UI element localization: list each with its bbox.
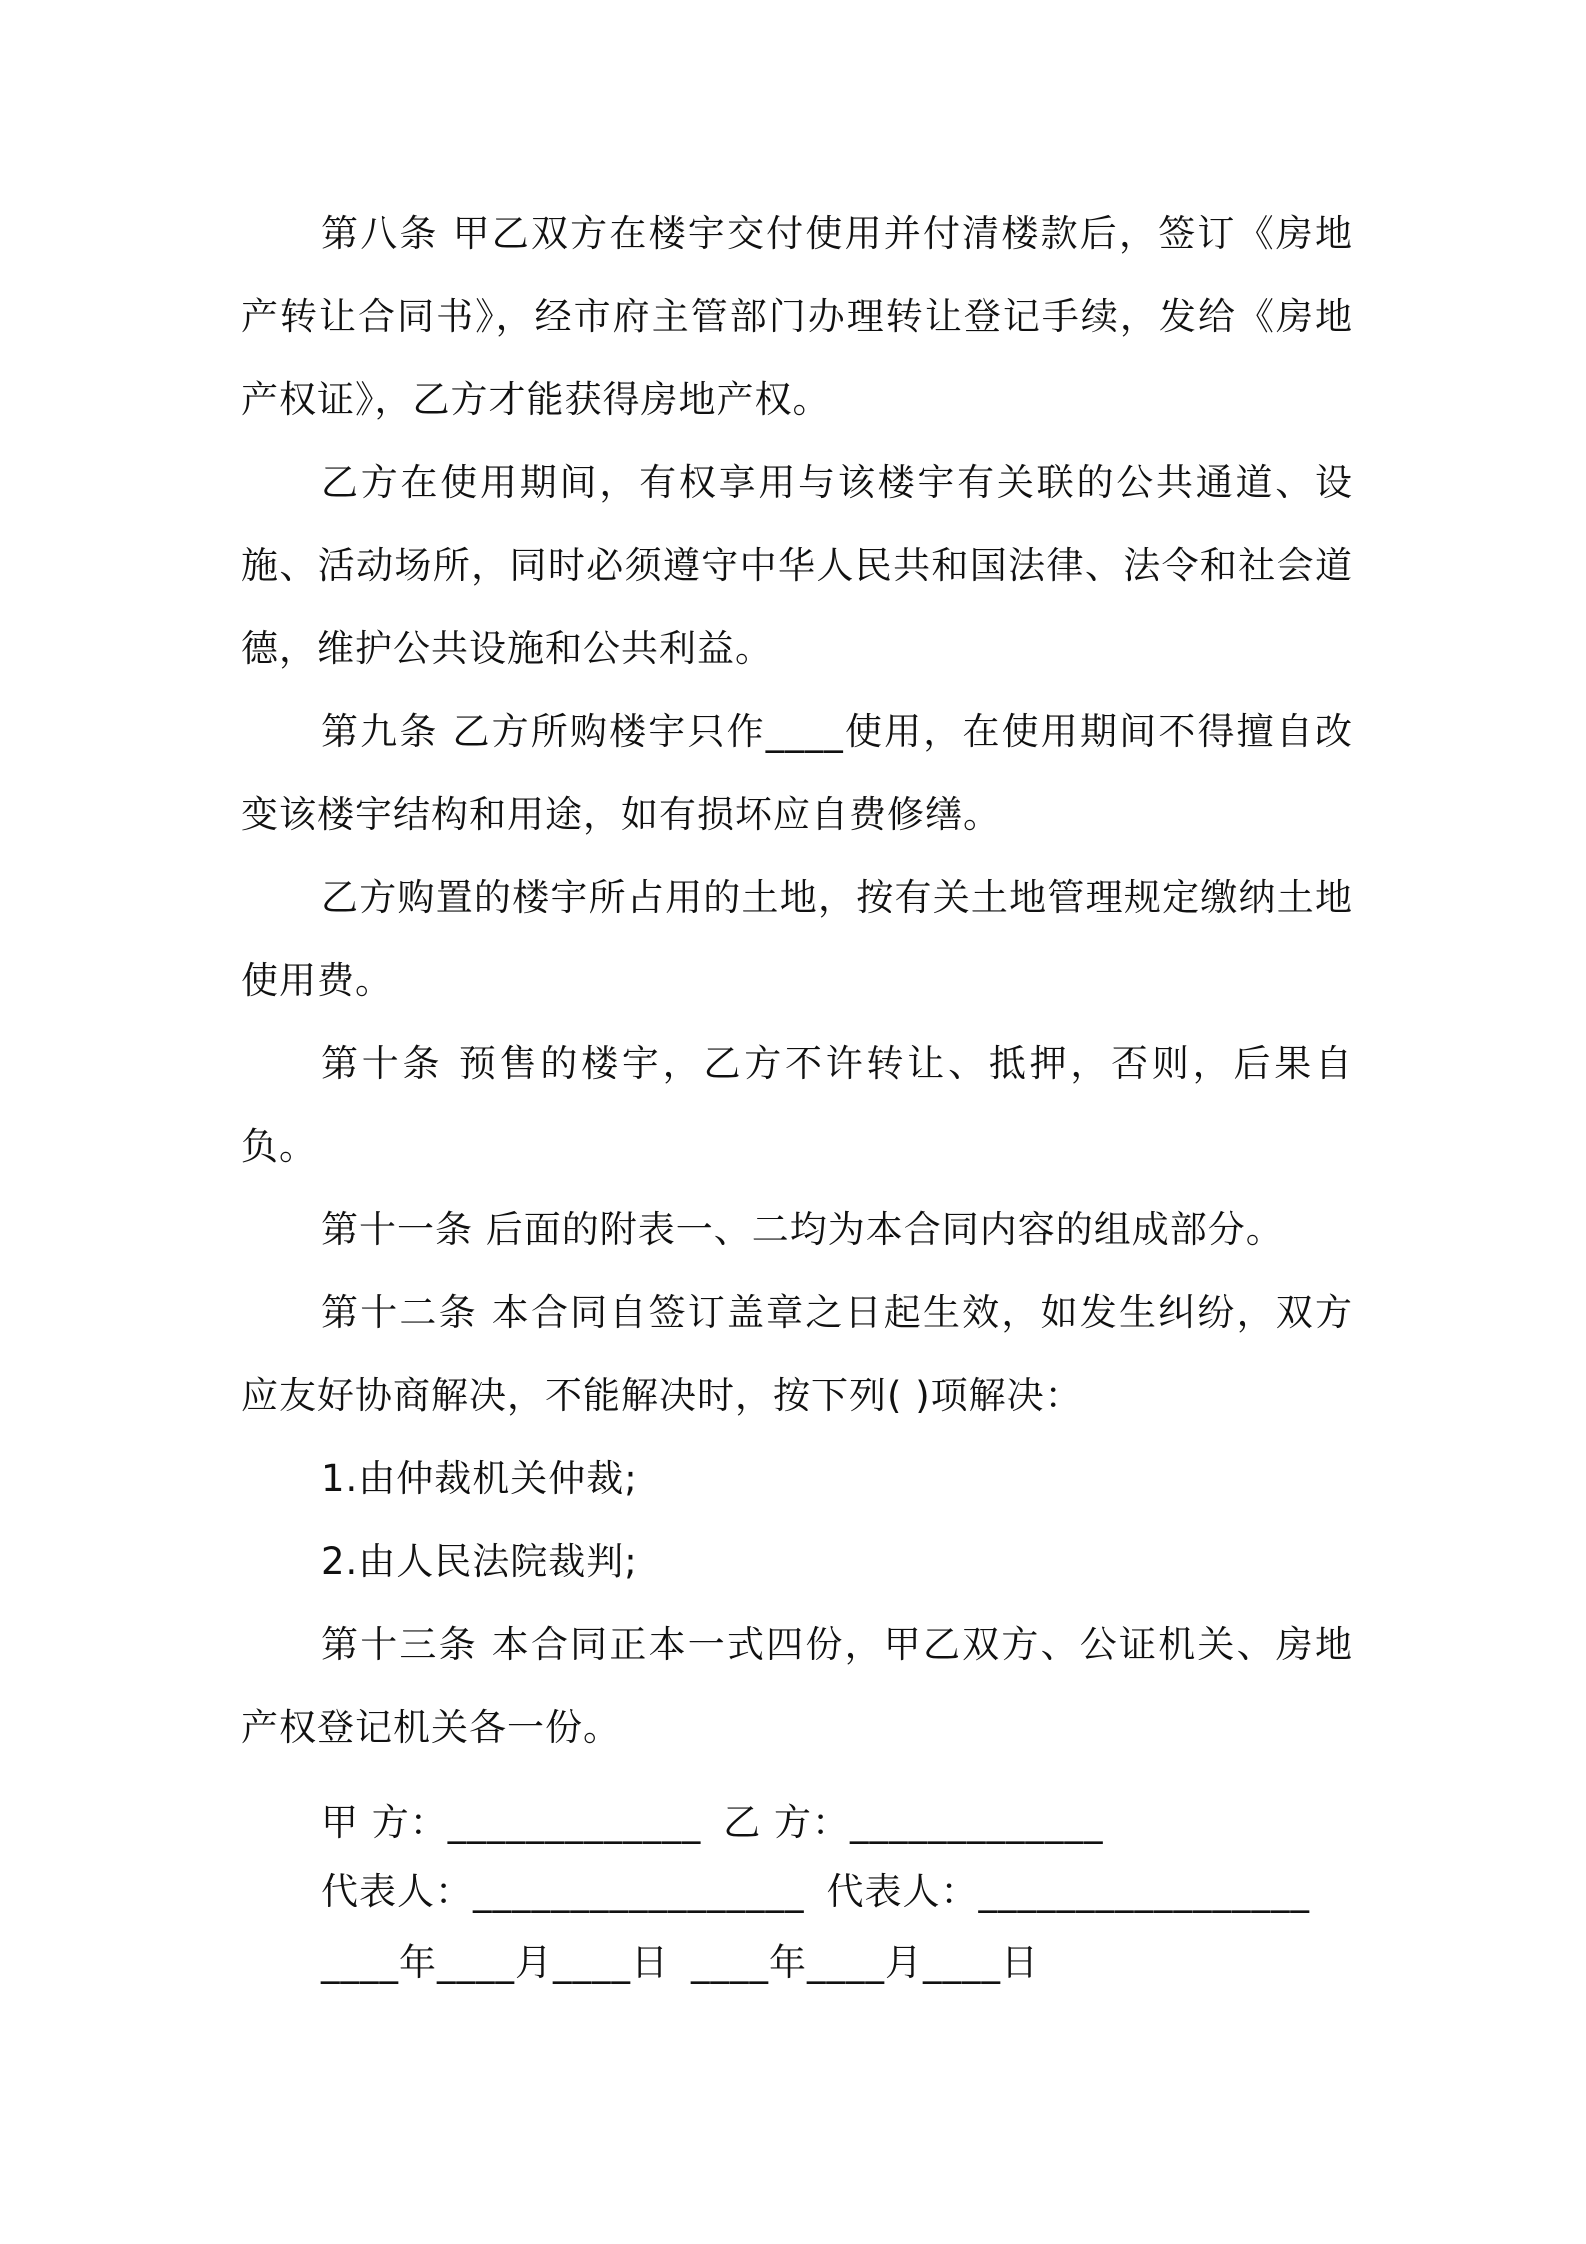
usage-rights-paragraph: 乙方在使用期间，有权享用与该楼宇有关联的公共通道、设施、活动场所，同时必须遵守中华人民共和国法律、法令和社会道德，维护公共设施和公共利益。 [241, 461, 1353, 670]
article-13: 第十三条 本合同正本一式四份，甲乙双方、公证机关、房地产权登记机关各一份。 [241, 1623, 1353, 1749]
date-line [241, 1921, 1353, 2004]
land-fee-paragraph: 乙方购置的楼宇所占用的土地，按有关土地管理规定缴纳土地使用费。 [241, 876, 1353, 1002]
article-10: 第十条 预售的楼宇，乙方不许转让、抵押，否则，后果自负。 [241, 1042, 1353, 1168]
date-a-field: ____年____月____日 [321, 1941, 669, 1984]
contract-body [241, 192, 1353, 2004]
party-a-field: 甲 方：_____________ [321, 1801, 702, 1844]
date-b-field: ____年____月____日 [691, 1941, 1039, 1984]
article-8: 第八条 甲乙双方在楼宇交付使用并付清楼款后，签订《房地产转让合同书》，经市府主管部门办理转让登记手续，发给《房地产权证》，乙方才能获得房地产权。 [241, 212, 1353, 421]
article-11: 第十一条 后面的附表一、二均为本合同内容的组成部分。 [321, 1208, 1284, 1251]
resolution-option-2: 2.由人民法院裁判; [321, 1540, 638, 1583]
representative-a-field: 代表人：_________________ [321, 1870, 805, 1913]
party-b-field: 乙 方：_____________ [723, 1801, 1104, 1844]
article-12: 第十二条 本合同自签订盖章之日起生效，如发生纠纷，双方应友好协商解决，不能解决时，按下列( )项解决： [241, 1291, 1353, 1417]
representative-b-field: 代表人：_________________ [826, 1870, 1310, 1913]
resolution-option-1: 1.由仲裁机关仲裁; [321, 1457, 638, 1500]
article-9: 第九条 乙方所购楼宇只作____使用，在使用期间不得擅自改变该楼宇结构和用途，如有损坏应自费修缮。 [241, 710, 1353, 836]
